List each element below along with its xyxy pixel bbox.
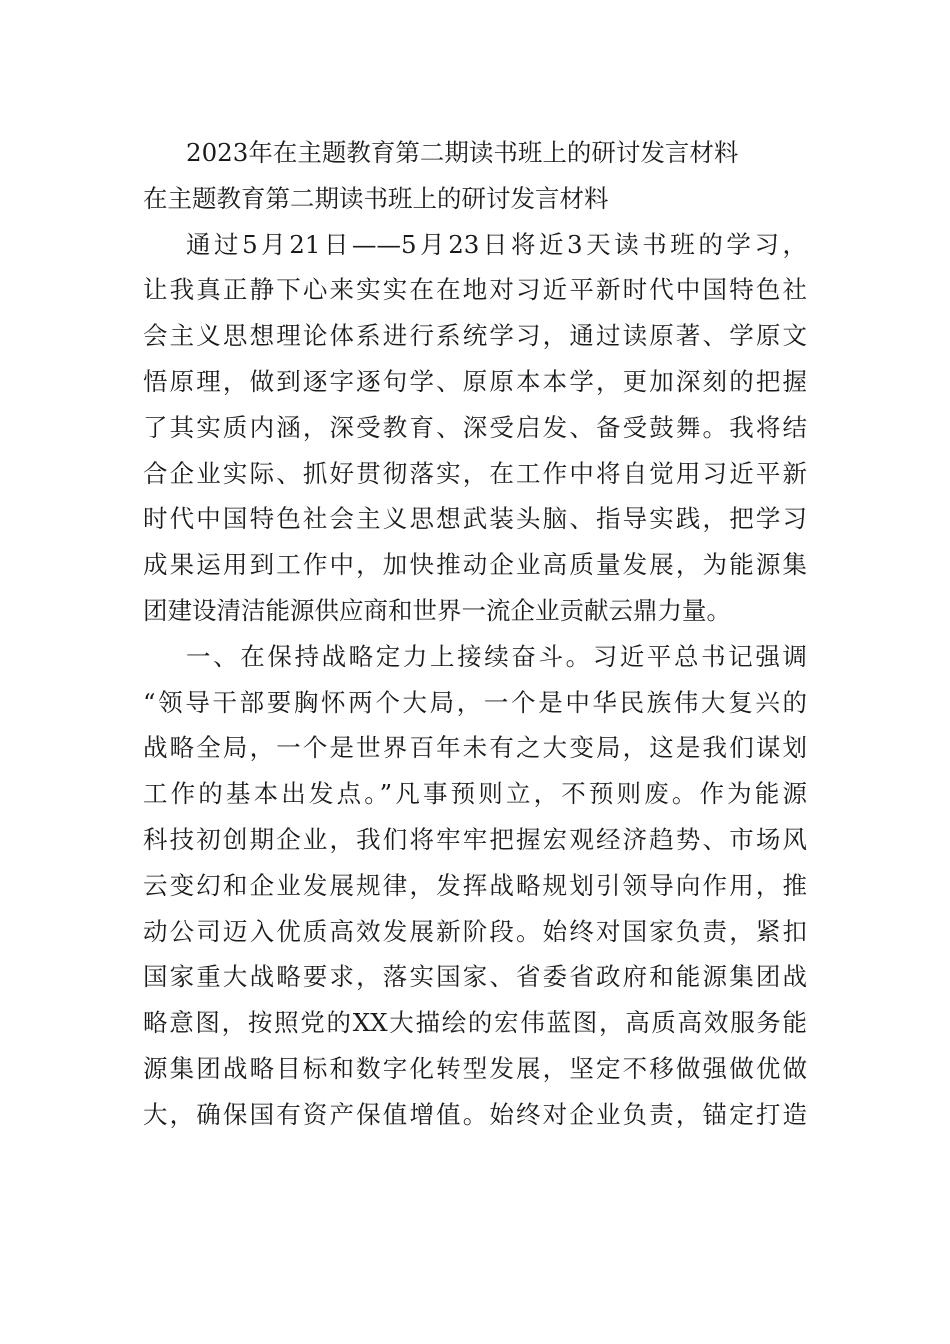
paragraph-line: 成果运用到工作中，加快推动企业高质量发展，为能源集 — [143, 550, 807, 580]
paragraph-line: 一、在保持战略定力上接续奋斗。习近平总书记强调 — [186, 641, 807, 671]
paragraph-line: 通过5月21日——5月23日将近3天读书班的学习， — [186, 229, 807, 259]
paragraph-line: 大，确保国有资产保值增值。始终对企业负责，锚定打造 — [143, 1099, 807, 1129]
paragraph-line: 工作的基本出发点。”凡事预则立，不预则废。作为能源 — [143, 779, 807, 809]
paragraph-line: 会主义思想理论体系进行系统学习，通过读原著、学原文 — [143, 321, 807, 351]
paragraph-line: 让我真正静下心来实实在在地对习近平新时代中国特色社 — [143, 275, 807, 305]
paragraph-line: 团建设清洁能源供应商和世界一流企业贡献云鼎力量。 — [143, 595, 731, 625]
document-body — [143, 130, 807, 1138]
paragraph-line: 悟原理，做到逐字逐句学、原原本本学，更加深刻的把握 — [143, 366, 807, 396]
paragraph-2 — [143, 634, 807, 1138]
paragraph-line: 战略全局，一个是世界百年未有之大变局，这是我们谋划 — [143, 733, 807, 763]
paragraph-line: 源集团战略目标和数字化转型发展，坚定不移做强做优做 — [143, 1053, 807, 1083]
document-subtitle: 在主题教育第二期读书班上的研讨发言材料 — [143, 183, 609, 213]
paragraph-line: 合企业实际、抓好贯彻落实，在工作中将自觉用习近平新 — [143, 458, 807, 488]
paragraph-line: 了其实质内涵，深受教育、深受启发、备受鼓舞。我将结 — [143, 412, 807, 442]
paragraph-line: 云变幻和企业发展规律，发挥战略规划引领导向作用，推 — [143, 870, 807, 900]
document-title: 2023年在主题教育第二期读书班上的研讨发言材料 — [186, 138, 739, 167]
paragraph-line: 国家重大战略要求，落实国家、省委省政府和能源集团战 — [143, 962, 807, 992]
paragraph-line: 略意图，按照党的XX大描绘的宏伟蓝图，高质高效服务能 — [143, 1008, 807, 1038]
paragraph-1 — [143, 222, 807, 634]
paragraph-line: “领导干部要胸怀两个大局，一个是中华民族伟大复兴的 — [143, 687, 807, 717]
paragraph-line: 动公司迈入优质高效发展新阶段。始终对国家负责，紧扣 — [143, 916, 807, 946]
paragraph-line: 科技初创期企业，我们将牢牢把握宏观经济趋势、市场风 — [143, 824, 807, 854]
paragraph-line: 时代中国特色社会主义思想武装头脑、指导实践，把学习 — [143, 504, 807, 534]
